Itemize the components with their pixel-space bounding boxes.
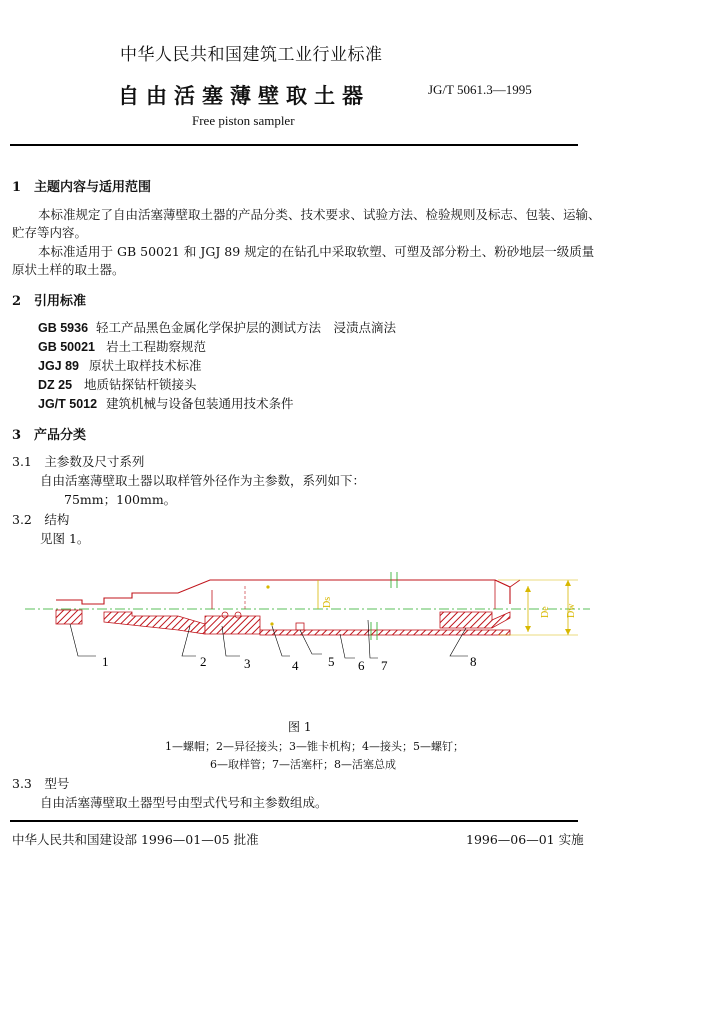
section-1-para-2-line-1: 本标准适用于 GB 50021 和 JGJ 89 规定的在钻孔中采取软塑、可塑及部分粉土、粉砂地层一级质量 [38, 244, 595, 259]
section-3-1-heading: 3.1 主参数及尺寸系列 [12, 454, 145, 469]
figure-legend-line-2: 6—取样管；7—活塞杆；8—活塞总成 [210, 758, 396, 771]
sample-tube-wall [260, 630, 510, 635]
section-2-heading: 2 引用标准 [12, 294, 87, 309]
reference-title: 原状土取样技术标准 [89, 358, 202, 373]
approval-date: 中华人民共和国建设部 1996—01—05 批准 [12, 832, 259, 847]
reference-code: GB 50021 [38, 340, 95, 354]
reference-title: 地质钻探钻杆锁接头 [84, 377, 197, 392]
standard-code: JG/T 5061.3—1995 [428, 82, 532, 97]
document-title: 自由活塞薄壁取土器 [118, 83, 370, 108]
reference-item [38, 394, 294, 412]
reference-title: 建筑机械与设备包装通用技术条件 [106, 396, 294, 411]
reference-title: 岩土工程勘察规范 [106, 339, 207, 354]
effective-date: 1996—06—01 实施 [466, 832, 584, 847]
section-3-1-values: 75mm；100mm。 [64, 492, 177, 507]
reference-code: JGJ 89 [38, 359, 80, 373]
section-3-1-text: 自由活塞薄壁取土器以取样管外径作为主参数，系列如下： [40, 473, 366, 488]
reference-item [38, 375, 197, 393]
cone-clamp-section [205, 616, 260, 634]
piston-assembly-section [440, 612, 510, 628]
header-rule [10, 144, 578, 146]
callout-5: 5 [328, 654, 335, 669]
section-3-heading: 3 产品分类 [12, 428, 87, 443]
reference-code: GB 5936 [38, 321, 89, 335]
reducer-joint-section [104, 612, 205, 634]
figure-legend-line-1: 1—螺帽；2—异径接头；3—锥卡机构；4—接头；5—螺钉； [165, 740, 464, 753]
section-1-para-2-line-2: 原状土样的取土器。 [12, 262, 125, 277]
sampler-outline [56, 580, 510, 604]
reference-code: DZ 25 [38, 378, 73, 392]
reference-item [38, 337, 206, 355]
reference-title: 轻工产品黑色金属化学保护层的测试方法 浸渍点滴法 [96, 320, 397, 335]
nut-section [56, 610, 82, 624]
callout-1: 1 [102, 654, 109, 669]
section-1-para-1-line-2: 贮存等内容。 [12, 225, 88, 240]
callout-3: 3 [244, 656, 251, 671]
callout-6: 6 [358, 658, 365, 673]
callout-7: 7 [381, 658, 388, 673]
footer-rule [10, 820, 578, 822]
callout-2: 2 [200, 654, 207, 669]
section-3-3-heading: 3.3 型号 [12, 776, 70, 791]
figure-title: 图 1 [288, 720, 312, 734]
callout-8: 8 [470, 654, 477, 669]
section-1-heading: 1 主题内容与适用范围 [12, 180, 152, 195]
de-label: De [540, 606, 551, 618]
section-3-2-text: 见图 1。 [40, 531, 90, 546]
section-1-para-1-line-1: 本标准规定了自由活塞薄壁取土器的产品分类、技术要求、试验方法、检验规则及标志、包装、运输、 [38, 207, 601, 222]
reference-code: JG/T 5012 [38, 397, 98, 411]
sampler-drawing [0, 560, 600, 680]
english-title: Free piston sampler [192, 113, 295, 128]
issuing-organization: 中华人民共和国建筑工业行业标准 [120, 45, 383, 65]
section-3-2-heading: 3.2 结构 [12, 512, 70, 527]
reference-item [38, 318, 396, 336]
callout-4: 4 [292, 658, 299, 673]
reference-item [38, 356, 202, 374]
section-3-3-text: 自由活塞薄壁取土器型号由型式代号和主参数组成。 [40, 795, 328, 810]
ds-label: Ds [322, 596, 333, 608]
dw-label: Dw [566, 603, 577, 618]
